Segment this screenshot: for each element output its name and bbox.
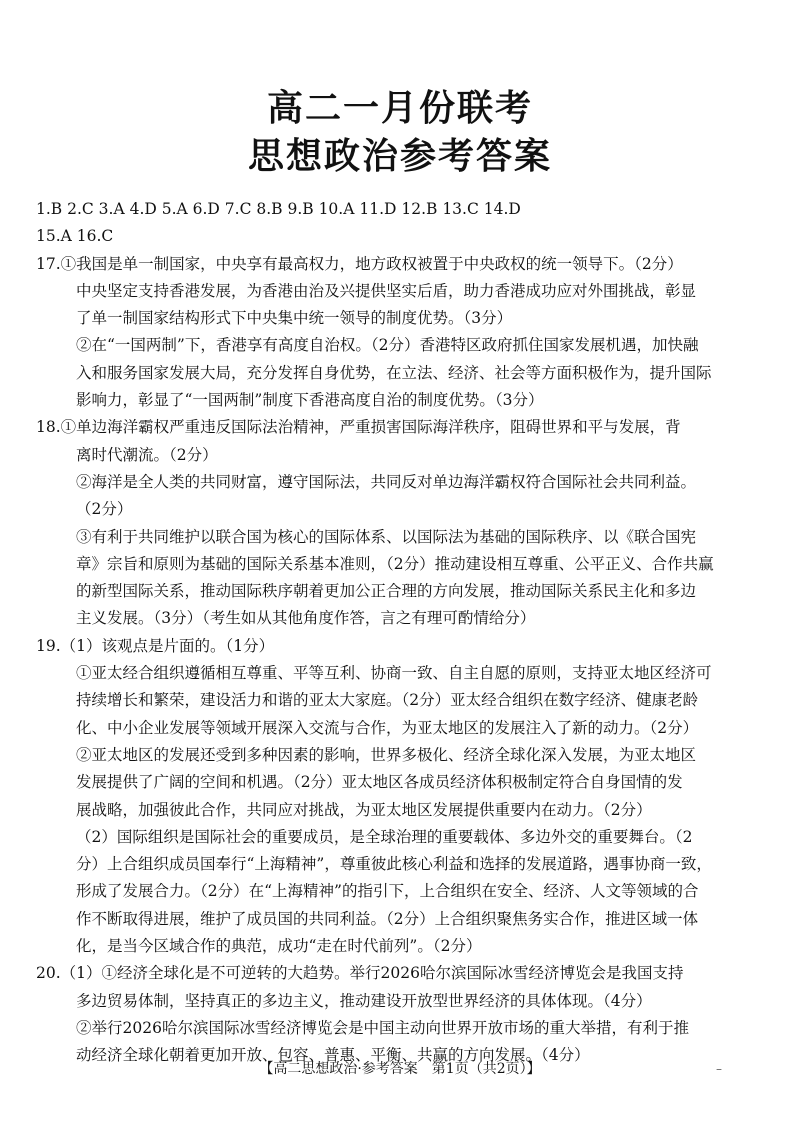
corner-mark: – [716, 1062, 722, 1076]
q18-line: 18.①单边海洋霸权严重违反国际法治精神，严重损害国际海洋秩序，阻碍世界和平与发展，背 [36, 418, 681, 437]
q18-line: ②海洋是全人类的共同财富，遵守国际法，共同反对单边海洋霸权符合国际社会共同利益。 [76, 472, 697, 491]
q18-line: 的新型国际关系，推动国际秩序朝着更加公正合理的方向发展，推动国际关系民主化和多边 [76, 582, 697, 601]
q20-line: ②举行2026哈尔滨国际冰雪经济博览会是中国主动向世界开放市场的重大举措，有利于推 [76, 1018, 689, 1037]
q19-line: （2）国际组织是国际社会的重要成员，是全球治理的重要载体、多边外交的重要舞台。（2 [76, 827, 693, 846]
q19-line: 分）上合组织成员国奉行“上海精神”，尊重彼此核心利益和选择的发展道路，遇事协商一致， [76, 855, 712, 874]
q17-line: 17.①我国是单一制国家，中央享有最高权力，地方政权被置于中央政权的统一领导下。（2分） [36, 254, 683, 273]
question-19 [36, 633, 762, 961]
q18-line: （2分） [76, 500, 133, 519]
question-20 [36, 960, 762, 1069]
q19-line: 作不断取得进展，维护了成员国的共同利益。（2分）上合组织聚焦务实合作，推进区域一体 [76, 909, 699, 928]
exam-title: 高二一月份联考 [266, 87, 533, 129]
q19-line: 形成了发展合力。（2分）在“上海精神”的指引下，上合组织在安全、经济、人文等领域的合 [76, 882, 699, 901]
q18-line: 章》宗旨和原则为基础的国际关系基本准则，（2分）推动建设相互尊重、公平正义、合作共赢 [76, 554, 714, 573]
q18-line: 主义发展。（3分）（考生如从其他角度作答，言之有理可酌情给分） [76, 609, 536, 628]
exam-subtitle: 思想政治参考答案 [247, 135, 552, 177]
q19-line: ①亚太经合组织遵循相互尊重、平等互利、协商一致、自主自愿的原则，支持亚太地区经济可 [76, 664, 712, 683]
q19-line: 化，是当今区域合作的典范，成功“走在时代前列”。（2分） [76, 937, 482, 956]
q17-line: 影响力，彰显了“一国两制”制度下香港高度自治的制度优势。（3分） [76, 391, 544, 410]
q17-line: 了单一制国家结构形式下中央集中统一领导的制度优势。（3分） [76, 309, 513, 328]
page-footer: 【高二思想政治·参考答案 第1页（共2页）】 [259, 1061, 541, 1077]
q19-line: 化、中小企业发展等领域开展深入交流与合作，为亚太地区的发展注入了新的动力。（2分） [76, 718, 699, 737]
choice-answers-line-1: 1.B 2.C 3.A 4.D 5.A 6.D 7.C 8.B 9.B 10.A 11.D 12.B 13.C 14.D [36, 200, 521, 218]
q18-line: 离时代潮流。（2分） [76, 445, 218, 464]
q17-line: 入和服务国家发展大局，充分发挥自身优势，在立法、经济、社会等方面积极作为，提升国际 [76, 363, 712, 382]
q17-line: 中央坚定支持香港发展，为香港由治及兴提供坚实后盾，助力香港成功应对外围挑战，彰显 [76, 281, 697, 300]
q19-line: 展战略，加强彼此合作，共同应对挑战，为亚太地区发展提供重要内在动力。（2分） [76, 800, 652, 819]
q19-line: 持续增长和繁荣，建设活力和谐的亚太大家庭。（2分）亚太经合组织在数字经济、健康老龄 [76, 691, 699, 710]
q19-line: ②亚太地区的发展还受到多种因素的影响，世界多极化、经济全球化深入发展，为亚太地区 [76, 745, 697, 764]
choice-answers-line-2: 15.A 16.C [36, 227, 114, 246]
question-18 [36, 414, 762, 632]
answer-body [36, 196, 762, 1070]
q17-line: ②在“一国两制”下，香港享有高度自治权。（2分）香港特区政府抓住国家发展机遇，加快融 [76, 336, 699, 355]
q20-line: 动经济全球化朝着更加开放、包容、普惠、平衡、共赢的方向发展。（4分） [76, 1046, 590, 1065]
q20-line: 多边贸易体制，坚持真正的多边主义，推动建设开放型世界经济的具体体现。（4分） [76, 991, 652, 1010]
q18-line: ③有利于共同维护以联合国为核心的国际体系、以国际法为基础的国际秩序、以《联合国宪 [76, 527, 697, 546]
q19-line: 发展提供了广阔的空间和机遇。（2分）亚太地区各成员经济体积极制定符合自身国情的发 [76, 773, 683, 792]
question-17 [36, 251, 762, 415]
q19-line: 19.（1）该观点是片面的。（1分） [36, 636, 275, 655]
q20-line: 20.（1）①经济全球化是不可逆转的大趋势。举行2026哈尔滨国际冰雪经济博览会是我国支持 [36, 964, 684, 983]
